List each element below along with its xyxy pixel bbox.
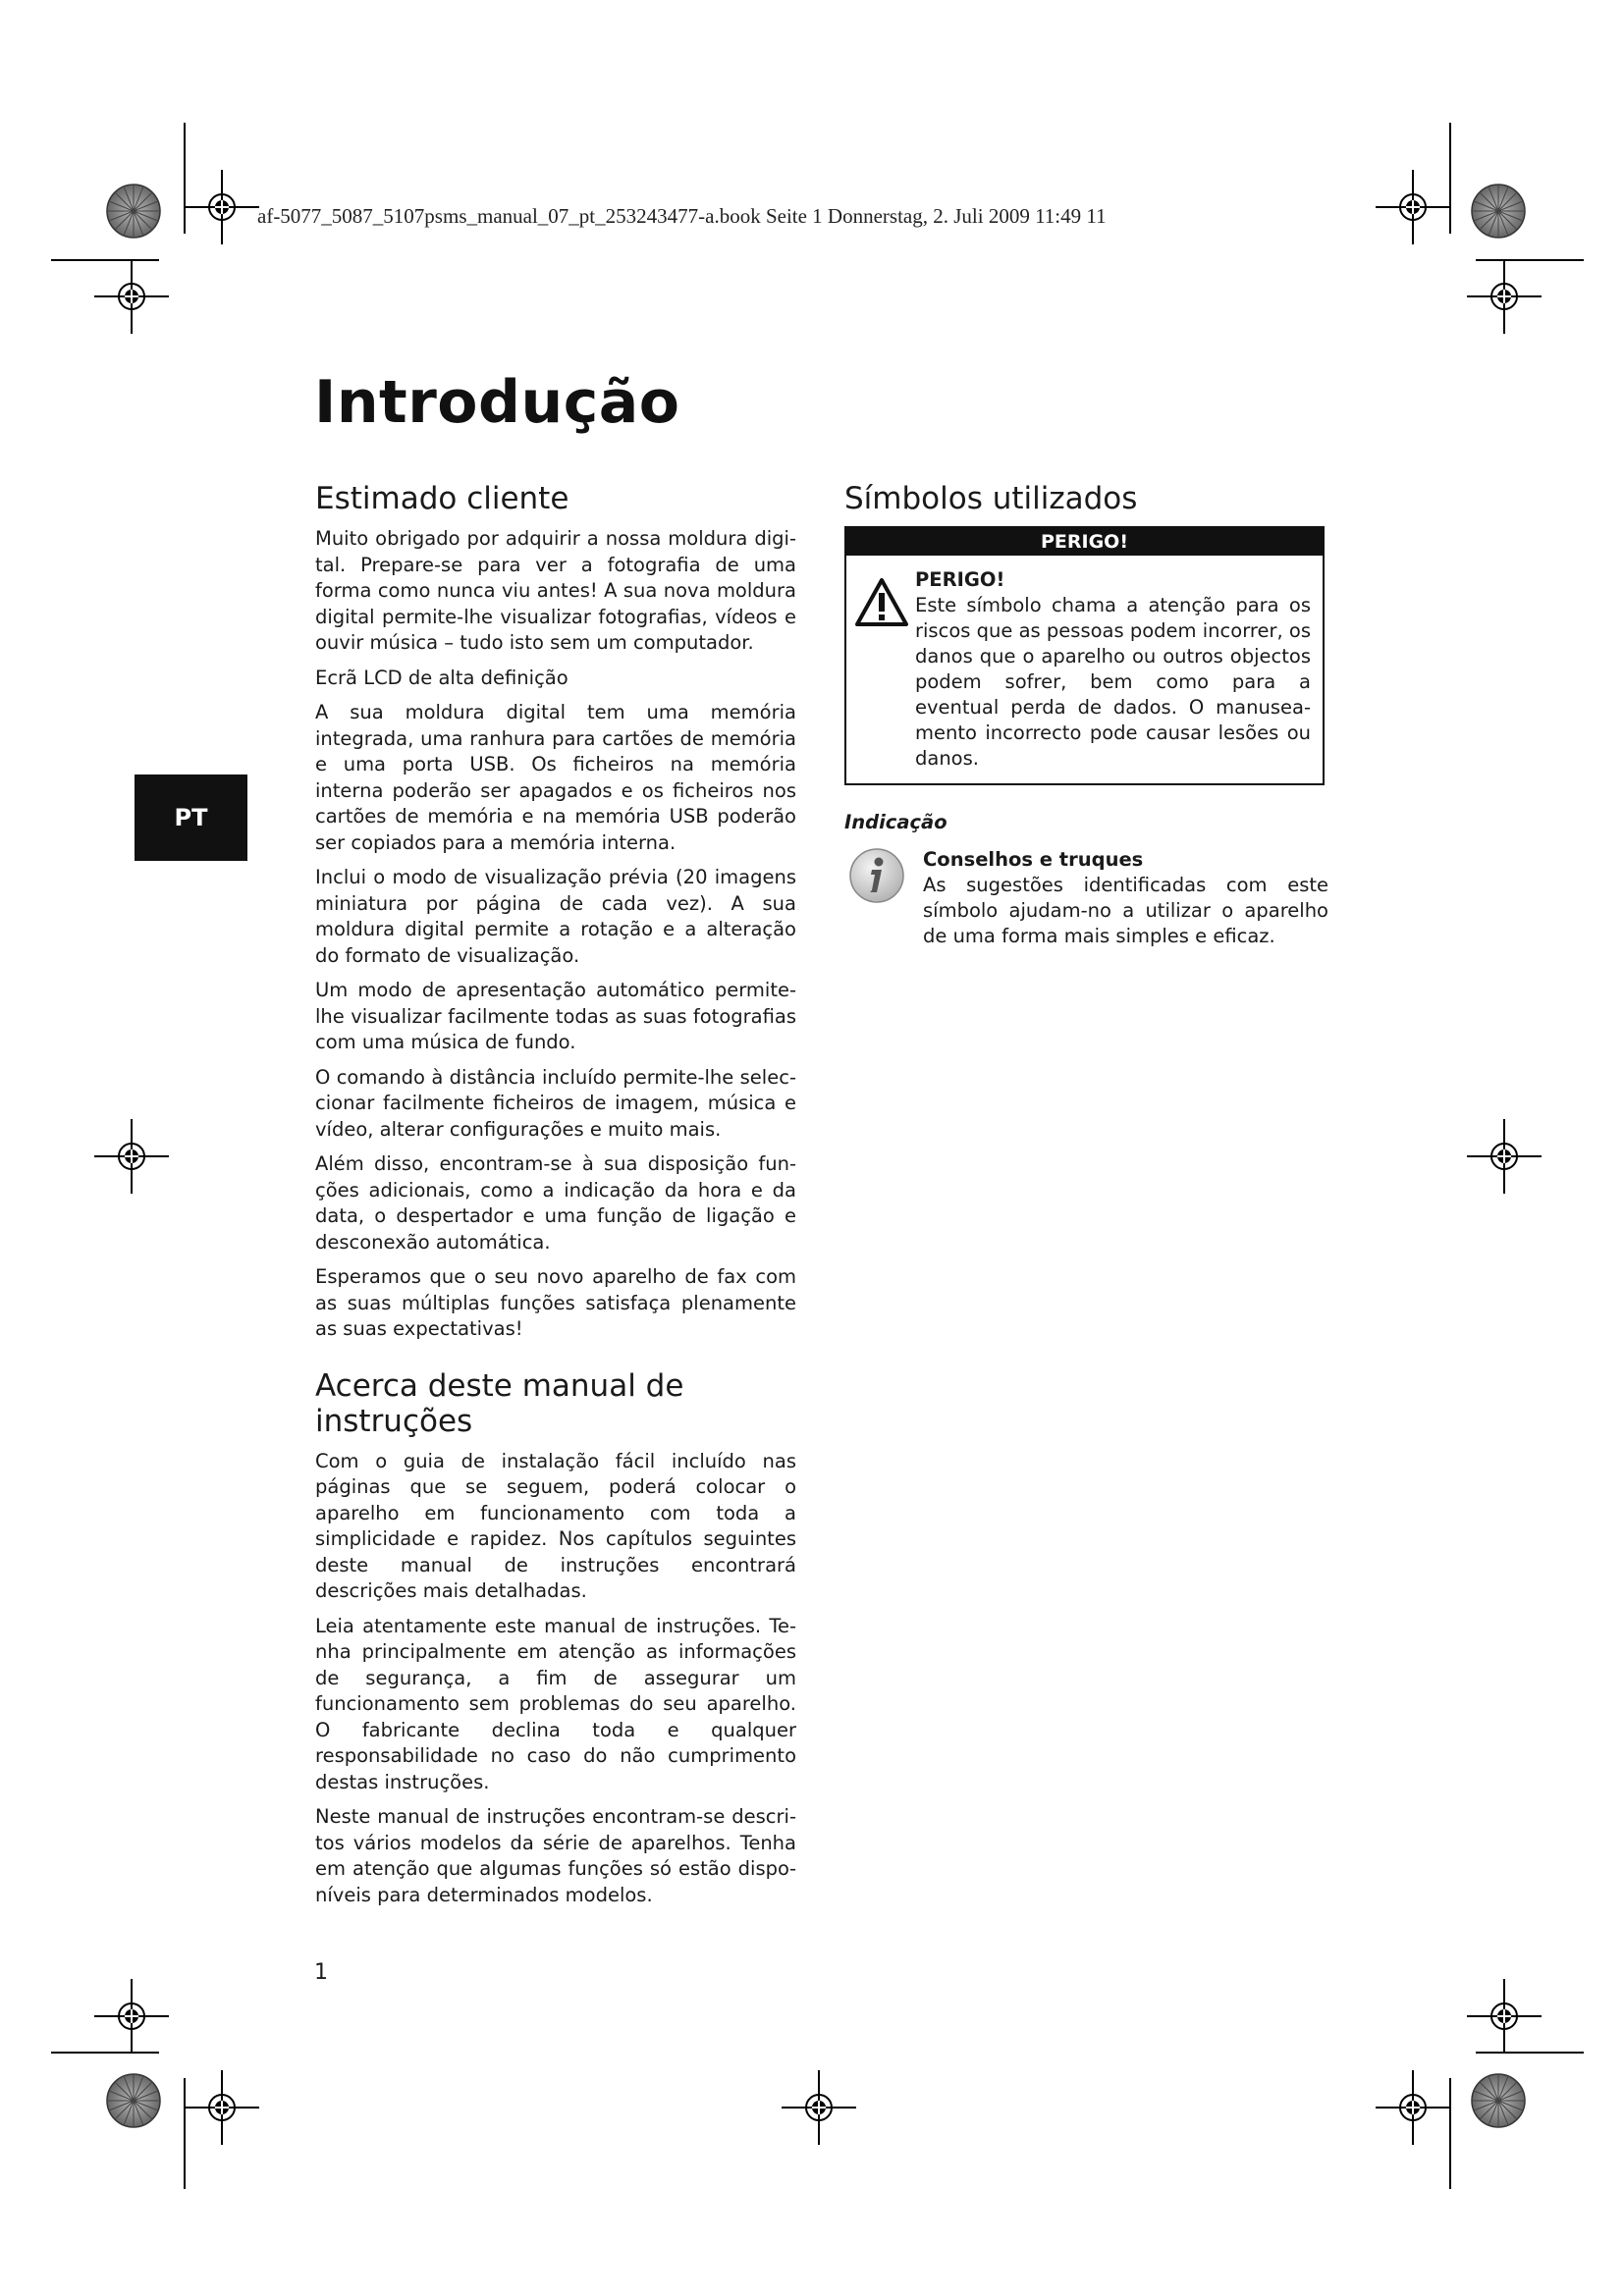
paragraph: Leia atentamente este manual de instruções. Tenha principalmente em atenção as informações de segurança, a fim de assegurar um funcionamento sem problemas do seu aparelho. O fabricante declina toda e qualquer responsabilidade no caso do não cumprimento destas instruções.	[315, 1614, 796, 1793]
section-heading-estimado-cliente: Estimado cliente	[315, 481, 569, 516]
print-file-header: af-5077_5087_5107psms_manual_07_pt_253243477-a.book Seite 1 Donnerstag, 2. Juli 2009 11:49 11	[257, 204, 1107, 228]
paragraph: Neste manual de instruções encontram-se descritos vários modelos da série de aparelhos. Tenha em atenção que algumas funções só estão disponíveis para determinados modelos.	[315, 1805, 796, 1906]
paragraph: Inclui o modo de visualização prévia (20 imagens miniatura por página de cada vez). A sua moldura digital permite a rotação e a alteração do formato de visualização.	[315, 866, 796, 967]
note-label: Indicação	[844, 811, 947, 833]
language-tab-label: PT	[174, 804, 208, 831]
page-number: 1	[314, 1960, 328, 1985]
section-heading-simbolos: Símbolos utilizados	[844, 481, 1138, 516]
language-tab	[135, 774, 247, 861]
paragraph: Além disso, encontram-se à sua disposição funções adicionais, como a indicação da hora e da data, o despertador e uma função de ligação e desconexão automática.	[315, 1152, 796, 1254]
danger-notice-header: PERIGO!	[846, 528, 1323, 556]
page-title: Introdução	[314, 368, 680, 437]
info-icon	[844, 847, 917, 949]
warning-triangle-icon	[854, 567, 915, 772]
right-column	[844, 481, 1328, 949]
note-description: As sugestões identificadas com este símbolo ajudam-no a utilizar o aparelho de uma forma mais simples e eficaz.	[923, 874, 1328, 947]
paragraph: Ecrã LCD de alta definição	[315, 666, 568, 689]
paragraph: Esperamos que o seu novo aparelho de fax com as suas múltiplas funções satisfaça plenamente as suas expectativas!	[315, 1265, 796, 1340]
paragraph: Um modo de apresentação automático permite-lhe visualizar facilmente todas as suas fotografias com uma música de fundo.	[315, 979, 796, 1053]
paragraph: Com o guia de instalação fácil incluído nas páginas que se seguem, poderá colocar o aparelho em funcionamento com toda a simplicidade e rapidez. Nos capítulos seguintes deste manual de instruções encontrará descrições mais detalhadas.	[315, 1449, 796, 1602]
paragraph: Muito obrigado por adquirir a nossa moldura digital. Prepare-se para ver a fotografia de uma forma como nunca viu antes! A sua nova moldura digital permite-lhe visualizar fotografias, vídeos e ouvir música – tudo isto sem um computador.	[315, 527, 796, 654]
section-heading-acerca-manual: Acerca deste manual de instruções	[315, 1367, 684, 1439]
note-title: Conselhos e truques	[923, 848, 1144, 871]
left-column	[315, 481, 796, 1917]
danger-notice-text	[915, 567, 1311, 772]
danger-notice-box	[844, 526, 1325, 785]
paragraph: O comando à distância incluído permite-lhe seleccionar facilmente ficheiros de imagem, música e vídeo, alterar configurações e muito mais.	[315, 1065, 796, 1141]
note-block	[844, 847, 1328, 949]
note-text	[917, 847, 1328, 949]
danger-notice-description: Este símbolo chama a atenção para os riscos que as pessoas podem incorrer, os danos que o aparelho ou outros objectos podem sofrer, bem como para a eventual perda de dados. O manuseamento incorrecto pode causar lesões ou danos.	[915, 594, 1311, 770]
paragraph: A sua moldura digital tem uma memória integrada, uma ranhura para cartões de memória e uma porta USB. Os ficheiros na memória interna poderão ser apagados e os ficheiros nos cartões de memória e na memória USB poderão ser copiados para a memória interna.	[315, 701, 796, 854]
danger-notice-title: PERIGO!	[915, 568, 1005, 591]
danger-notice-body	[846, 556, 1323, 783]
